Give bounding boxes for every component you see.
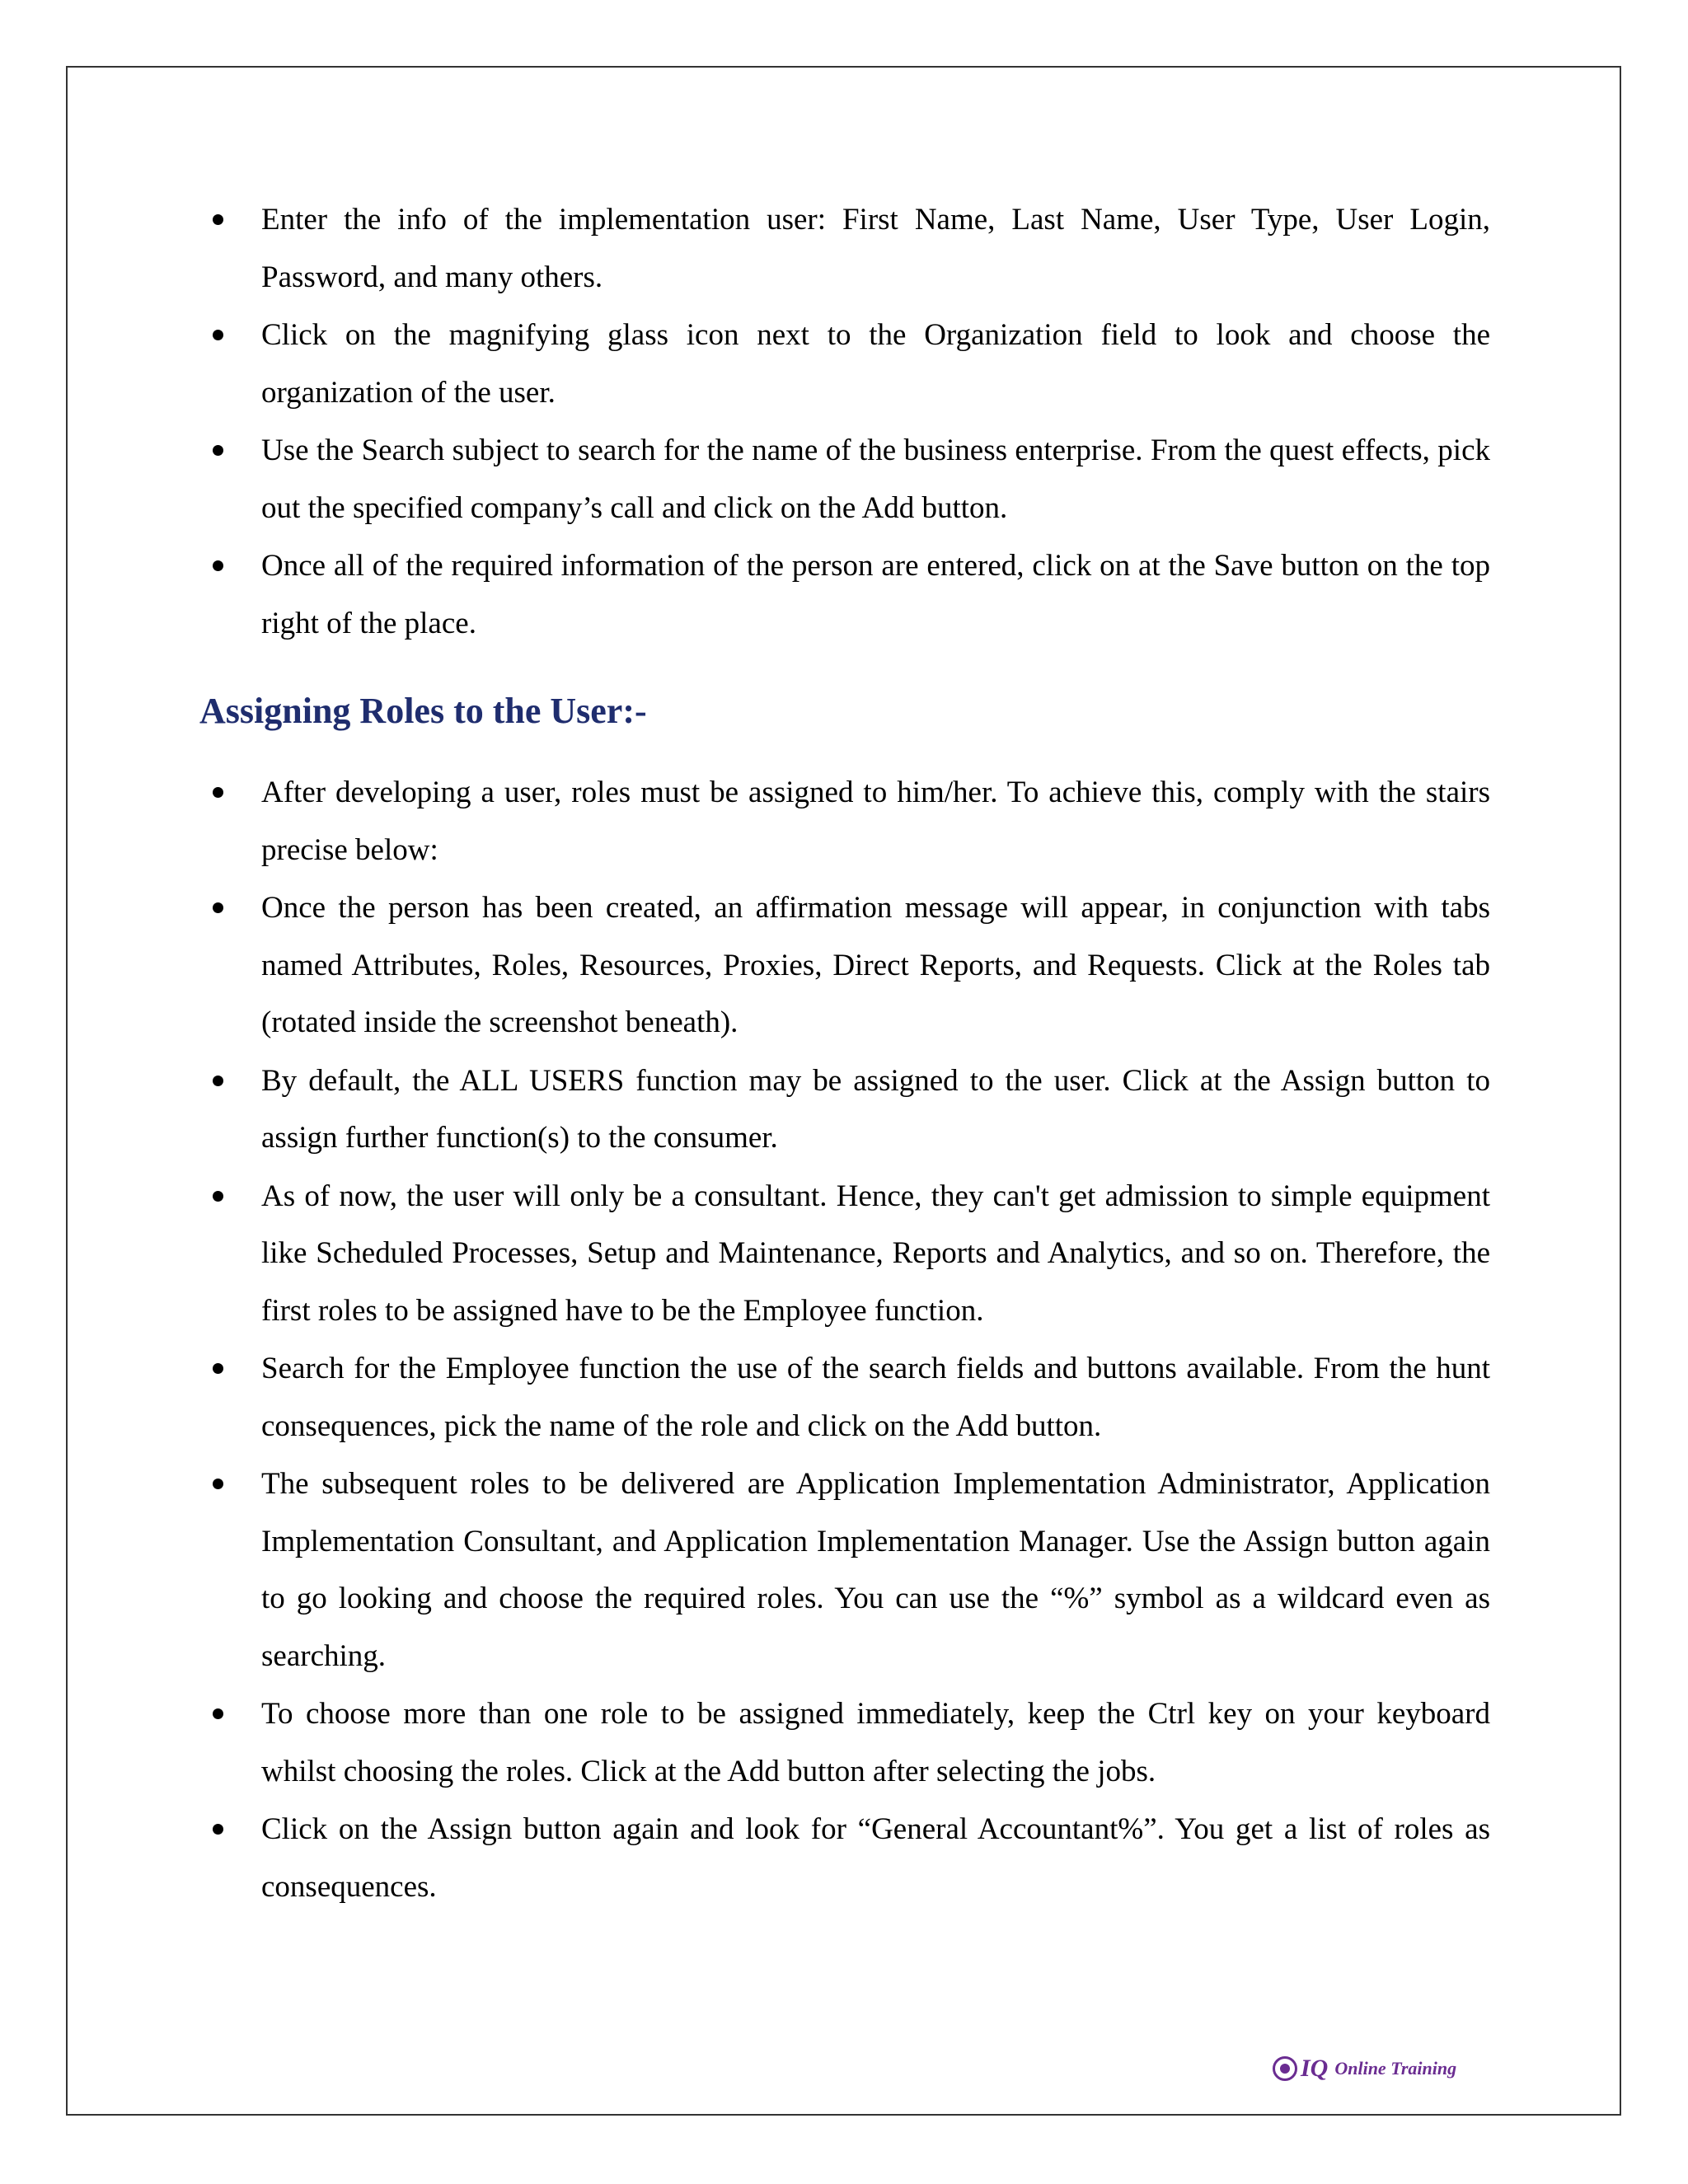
list-item [199,1340,1490,1455]
bullet-icon [213,1824,223,1835]
bullet-icon [213,902,223,913]
list-item [199,1052,1490,1167]
list-item [199,422,1490,537]
footer-logo [1273,2052,1456,2085]
bullet-text: Click on the magnifying glass icon next to the Organization field to look and choose the organization of the user. [261,318,1490,410]
logo-tagline: Online Training [1334,2058,1457,2079]
bullet-text: Once the person has been created, an affirmation message will appear, in conjunction with tabs named Attributes, Roles, Resources, Proxies, Direct Reports, and Requests. Click at the Roles tab (rotated inside the screenshot beneath). [261,891,1490,1039]
list-item [199,1685,1490,1800]
bullet-text: Search for the Employee function the use of the search fields and buttons available. From the hunt consequences, pick the name of the role and click on the Add button. [261,1352,1490,1443]
bullet-icon [213,1708,223,1719]
section-bullet-list [199,764,1490,1915]
list-item [199,764,1490,879]
bullet-icon [213,560,223,571]
bullet-icon [213,1479,223,1489]
list-item [199,879,1490,1052]
bullet-icon [213,1191,223,1202]
intro-bullet-list [199,191,1490,652]
document-body [199,191,1490,1916]
section-heading: Assigning Roles to the User:- [199,691,647,731]
bullet-text: As of now, the user will only be a consultant. Hence, they can't get admission to simple equipment like Scheduled Processes, Setup and Maintenance, Reports and Analytics, and so on. Therefore, the first roles to be assigned have to be the Employee function. [261,1179,1490,1328]
bullet-text: The subsequent roles to be delivered are Application Implementation Administrator, Application Implementation Consultant, and Application Implementation Manager. Use the Assign button again to go looking and choose the required roles. You can use the “%” symbol as a wildcard even as searching. [261,1467,1490,1673]
bullet-icon [213,1076,223,1086]
bullet-text: To choose more than one role to be assigned immediately, keep the Ctrl key on your keyboard whilst choosing the roles. Click at the Add button after selecting the jobs. [261,1697,1490,1788]
bullet-text: Click on the Assign button again and look for “General Accountant%”. You get a list of roles as consequences. [261,1812,1490,1904]
bullet-text: Use the Search subject to search for the name of the business enterprise. From the quest effects, pick out the specified company’s call and click on the Add button. [261,434,1490,525]
bullet-icon [213,445,223,456]
bullet-text: Once all of the required information of the person are entered, click on at the Save button on the top right of the place. [261,549,1490,640]
bullet-text: Enter the info of the implementation user: First Name, Last Name, User Type, User Login, Password, and many others. [261,203,1490,294]
list-item [199,1168,1490,1340]
bullet-text: After developing a user, roles must be assigned to him/her. To achieve this, comply with the stairs precise below: [261,776,1490,867]
list-item [199,537,1490,652]
logo-brand: IQ [1301,2055,1329,2082]
list-item [199,1801,1490,1915]
bullet-icon [213,787,223,798]
logo-icon [1273,2056,1297,2081]
bullet-text: By default, the ALL USERS function may be assigned to the user. Click at the Assign button to assign further function(s) to the consumer. [261,1063,1490,1155]
bullet-icon [213,214,223,225]
bullet-icon [213,1363,223,1374]
list-item [199,1455,1490,1685]
list-item [199,191,1490,306]
list-item [199,307,1490,421]
bullet-icon [213,330,223,340]
